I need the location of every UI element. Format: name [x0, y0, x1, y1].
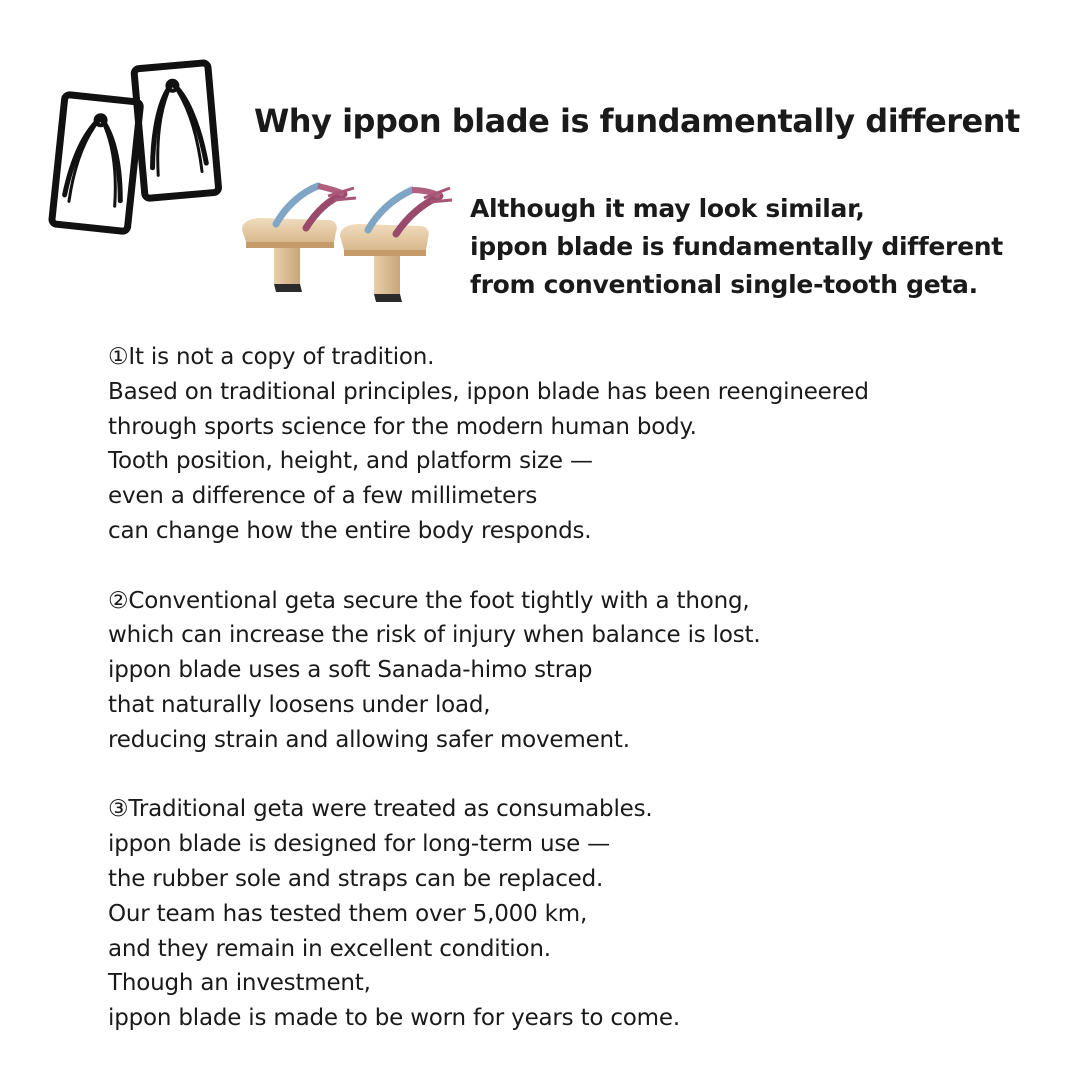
section-line: through sports science for the modern human body.: [108, 413, 697, 440]
section-line: ippon blade uses a soft Sanada-himo strap: [108, 657, 593, 684]
intro-statement: [470, 190, 1003, 304]
section-line: ①It is not a copy of tradition.: [108, 344, 435, 370]
body-text: [108, 340, 869, 1071]
section-line: which can increase the risk of injury when balance is lost.: [108, 622, 761, 649]
section-line: Though an investment,: [108, 970, 371, 997]
section-line: even a difference of a few millimeters: [108, 483, 538, 510]
section-line: ippon blade is made to be worn for years to come.: [108, 1005, 680, 1032]
section-tradition: [108, 340, 869, 549]
intro-line: Although it may look similar,: [470, 194, 865, 223]
section-line: Based on traditional principles, ippon blade has been reengineered: [108, 378, 869, 405]
section-line: ②Conventional geta secure the foot tightly with a thong,: [108, 587, 750, 614]
geta-sandals-icon: [44, 56, 234, 240]
section-line: can change how the entire body responds.: [108, 517, 592, 544]
section-line: and they remain in excellent condition.: [108, 935, 551, 962]
intro-line: ippon blade is fundamentally different: [470, 232, 1003, 261]
section-line: reducing strain and allowing safer movement.: [108, 726, 630, 753]
section-durability: [108, 792, 869, 1036]
section-line: Tooth position, height, and platform size —: [108, 448, 593, 475]
section-line: ippon blade is designed for long-term use —: [108, 831, 610, 858]
section-strap: [108, 584, 869, 758]
section-line: ③Traditional geta were treated as consumables.: [108, 796, 653, 823]
ippon-blade-geta-photo: [236, 176, 458, 306]
page-title: Why ippon blade is fundamentally different: [254, 102, 1020, 140]
section-line: Our team has tested them over 5,000 km,: [108, 900, 588, 927]
section-line: that naturally loosens under load,: [108, 691, 491, 718]
section-line: the rubber sole and straps can be replaced.: [108, 865, 604, 892]
intro-line: from conventional single-tooth geta.: [470, 270, 978, 299]
